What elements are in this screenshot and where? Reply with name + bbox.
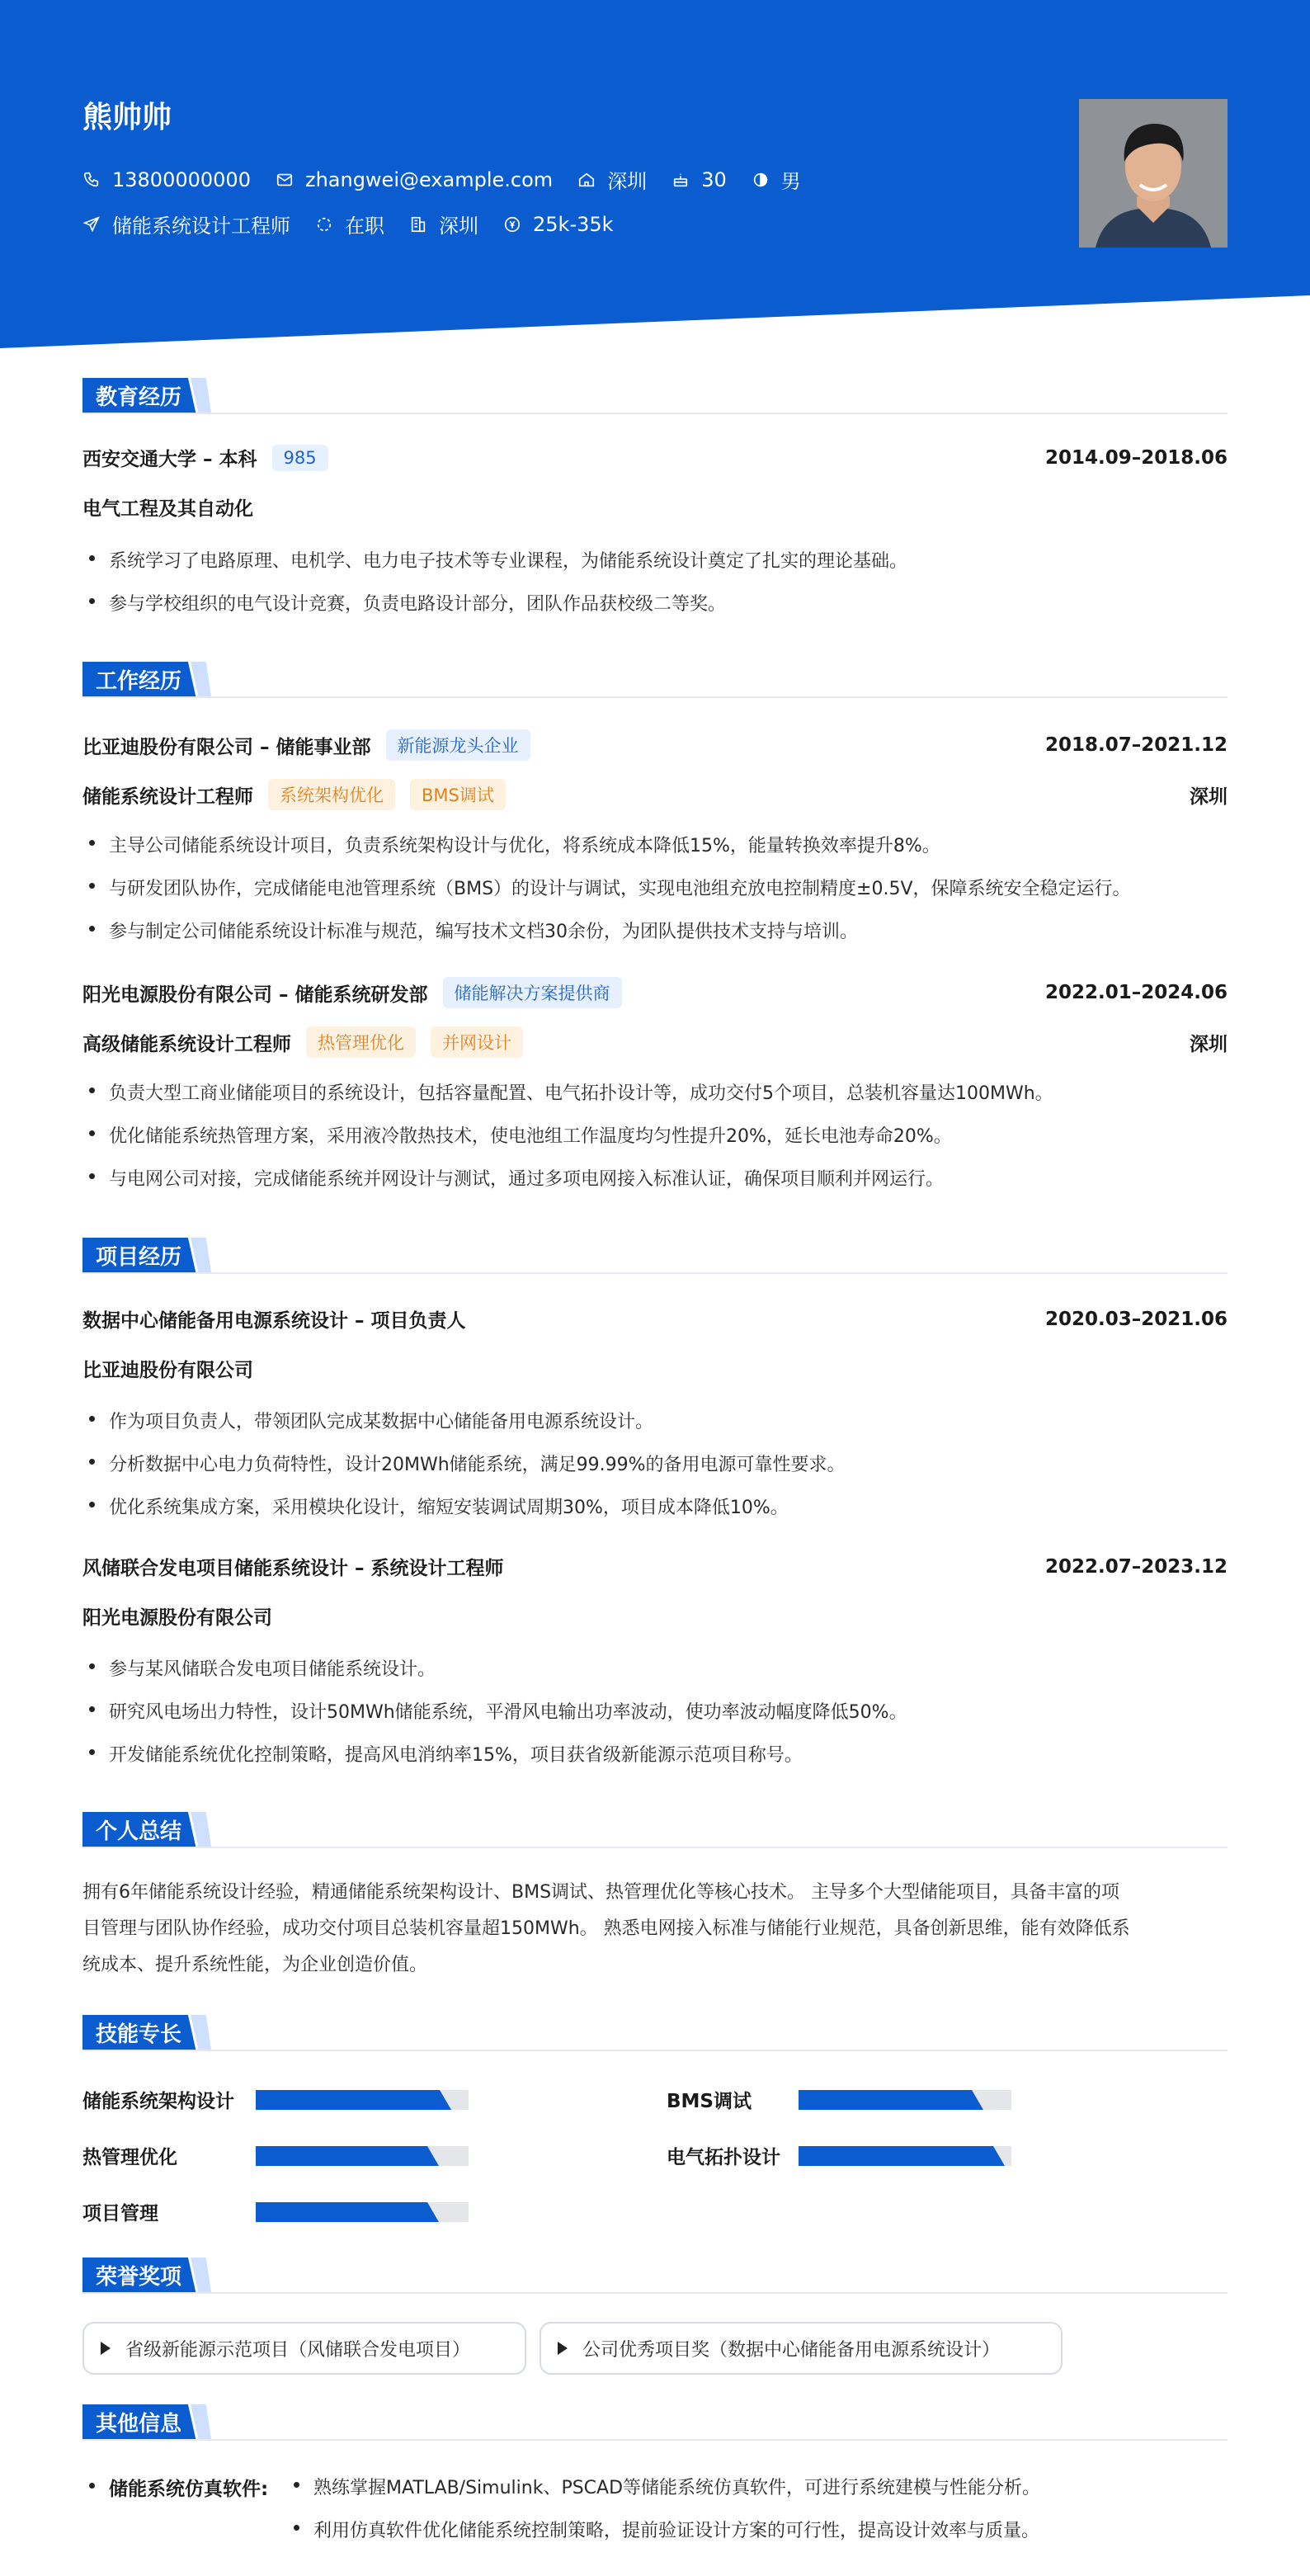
honor-item — [540, 2322, 1063, 2375]
job-intent-row — [82, 210, 639, 238]
other-section-header — [82, 2404, 1228, 2441]
company-tag-badge: 新能源龙头企业 — [386, 729, 530, 761]
skill-name: 储能系统架构设计 — [82, 2091, 234, 2112]
gender-text: 男 — [780, 170, 801, 193]
section-title: 荣誉奖项 — [96, 2264, 182, 2290]
email-item — [276, 168, 553, 191]
skill-item — [82, 2198, 577, 2225]
other-value: 利用仿真软件优化储能系统控制策略，提前验证设计方案的可行性，提高设计效率与质量。 — [287, 2517, 1039, 2542]
triangle-bullet-icon — [558, 2342, 568, 2355]
contact-row — [82, 165, 826, 194]
projects-section-header — [82, 1238, 1228, 1274]
skill-name: 项目管理 — [82, 2203, 158, 2225]
gender-item — [752, 165, 801, 194]
company-dept: 阳光电源股份有限公司 – 储能系统研发部 — [82, 984, 428, 1006]
project-company: 阳光电源股份有限公司 — [82, 1607, 272, 1629]
school-degree: 西安交通大学 – 本科 — [82, 449, 257, 470]
section-tab — [82, 378, 211, 413]
job-role: 储能系统设计工程师 — [82, 786, 253, 808]
list-item: 系统学习了电路原理、电机学、电力电子技术等专业课程，为储能系统设计奠定了扎实的理论基础。 — [82, 547, 1228, 573]
section-tab — [82, 2015, 211, 2050]
skill-level-bar — [799, 2090, 1011, 2110]
skill-level-bar — [799, 2146, 1011, 2166]
summary-section-header — [82, 1812, 1228, 1848]
school-tag-badge: 985 — [272, 445, 328, 471]
project-title-row — [82, 1553, 1228, 1580]
skill-tag-badge: 并网设计 — [431, 1026, 523, 1058]
triangle-bullet-icon — [101, 2342, 111, 2355]
work-period: 2022.01–2024.06 — [1044, 982, 1228, 1003]
list-item: 优化储能系统热管理方案，采用液冷散热技术，使电池组工作温度均匀性提升20%，延长电池寿命20%。 — [82, 1122, 1228, 1148]
skill-tag-badge: 热管理优化 — [306, 1026, 416, 1058]
skill-item — [82, 2086, 577, 2113]
phone-item — [82, 168, 251, 191]
send-icon — [82, 215, 101, 234]
skill-name: 电气拓扑设计 — [667, 2147, 780, 2168]
phone-text: 13800000000 — [112, 167, 251, 191]
home-city-text: 深圳 — [607, 170, 648, 193]
section-tab — [82, 662, 211, 696]
salary-item — [503, 213, 614, 236]
skill-level-fill-shape — [799, 2146, 1005, 2166]
work-role-row — [82, 1026, 1228, 1058]
skill-level-fill-shape — [256, 2202, 439, 2222]
project-period: 2022.07–2023.12 — [1044, 1555, 1228, 1578]
building-icon — [409, 215, 427, 234]
section-title: 技能专长 — [96, 2022, 182, 2047]
skill-name: BMS调试 — [667, 2091, 752, 2112]
work-role-row — [82, 779, 1228, 810]
work-location: 深圳 — [1190, 1033, 1228, 1055]
work-section-header — [82, 662, 1228, 698]
skill-level-fill — [256, 2146, 439, 2166]
home-city-item — [577, 165, 647, 194]
age-text: 30 — [701, 167, 727, 191]
section-title: 教育经历 — [96, 385, 182, 410]
company-tag-badge: 储能解决方案提供商 — [443, 977, 622, 1008]
section-tab — [82, 1238, 211, 1272]
section-divider — [82, 1847, 1228, 1848]
skill-level-fill — [799, 2090, 983, 2110]
list-item: 负责大型工商业储能项目的系统设计，包括容量配置、电气拓扑设计等，成功交付5个项目，总装机容量达100MWh。 — [82, 1079, 1228, 1105]
cake-icon — [671, 171, 690, 189]
list-item: 与电网公司对接，完成储能系统并网设计与测试，通过多项电网接入标准认证，确保项目顺利并网运行。 — [82, 1165, 1228, 1191]
skill-level-bar — [256, 2090, 469, 2110]
list-item: 作为项目负责人，带领团队完成某数据中心储能备用电源系统设计。 — [82, 1408, 1228, 1433]
summary-line: 统成本、提升系统性能，为企业创造价值。 — [82, 1955, 428, 1975]
skill-tag-badge: BMS调试 — [410, 779, 506, 810]
skill-tag-badge: 系统架构优化 — [268, 779, 395, 810]
section-tab — [82, 2404, 211, 2439]
summary-line: 目管理与团队协作经验，成功交付项目总装机容量超150MWh。 熟悉电网接入标准与储能行业规范，具备创新思维，能有效降低系 — [82, 1918, 1130, 1939]
summary-line: 拥有6年储能系统设计经验，精通储能系统架构设计、BMS调试、热管理优化等核心技术。 主导多个大型储能项目，具备丰富的项 — [82, 1882, 1120, 1903]
work-location: 深圳 — [1190, 786, 1228, 808]
section-divider — [82, 2292, 1228, 2294]
skill-level-fill-shape — [799, 2090, 983, 2110]
status-text: 在职 — [345, 215, 384, 238]
list-item: 优化系统集成方案，采用模块化设计，缩短安装调试周期30%，项目成本降低10%。 — [82, 1493, 1228, 1519]
status-icon — [315, 215, 333, 234]
section-tab — [82, 1812, 211, 1847]
avatar-photo-icon — [1079, 99, 1228, 248]
status-item — [315, 210, 384, 238]
summary-text — [82, 1875, 1228, 1984]
skill-level-fill-shape — [256, 2090, 451, 2110]
skill-item — [667, 2086, 1162, 2113]
list-item: 与研发团队协作，完成储能电池管理系统（BMS）的设计与调试，实现电池组充放电控制精度±0.5V，保障系统安全稳定运行。 — [82, 875, 1228, 900]
job-target-item — [82, 210, 290, 238]
honors-section-header — [82, 2258, 1228, 2294]
list-item: 参与学校组织的电气设计竞赛，负责电路设计部分，团队作品获校级二等奖。 — [82, 590, 1228, 616]
skill-level-fill — [256, 2202, 439, 2222]
salary-text: 25k-35k — [533, 212, 614, 236]
section-tab — [82, 2258, 211, 2292]
list-item: 分析数据中心电力负荷特性，设计20MWh储能系统，满足99.99%的备用电源可靠性要求。 — [82, 1451, 1228, 1476]
skill-level-fill — [256, 2090, 451, 2110]
project-period: 2020.03–2021.06 — [1044, 1308, 1228, 1330]
skill-level-bar — [256, 2202, 469, 2222]
work-company-row — [82, 729, 1228, 761]
project-title-row — [82, 1305, 1228, 1333]
education-row — [82, 444, 1228, 471]
phone-icon — [82, 171, 101, 189]
other-value: 熟练掌握MATLAB/Simulink、PSCAD等储能系统仿真软件，可进行系统建模与性能分析。 — [287, 2474, 1040, 2499]
project-company-row — [82, 1602, 1228, 1630]
list-item: 参与制定公司储能系统设计标准与规范，编写技术文档30余份，为团队提供技术支持与培训。 — [82, 918, 1228, 943]
project-company: 比亚迪股份有限公司 — [82, 1360, 253, 1381]
job-target-text: 储能系统设计工程师 — [112, 215, 290, 238]
honor-item — [82, 2322, 526, 2375]
honor-text: 省级新能源示范项目（风储联合发电项目） — [125, 2339, 471, 2361]
work-company-row — [82, 977, 1228, 1008]
section-divider — [82, 696, 1228, 698]
skill-level-bar — [256, 2146, 469, 2166]
list-item: 参与某风储联合发电项目储能系统设计。 — [82, 1655, 1228, 1681]
section-title: 其他信息 — [96, 2411, 182, 2437]
list-item: 主导公司储能系统设计项目，负责系统架构设计与优化，将系统成本降低15%，能量转换效率提升8%。 — [82, 832, 1228, 857]
gender-icon — [752, 171, 770, 189]
target-city-text: 深圳 — [439, 215, 478, 238]
honor-text: 公司优秀项目奖（数据中心储能备用电源系统设计） — [582, 2339, 1001, 2361]
section-divider — [82, 413, 1228, 414]
skill-level-fill-shape — [256, 2146, 439, 2166]
section-title: 个人总结 — [96, 1819, 182, 1844]
education-section-header — [82, 378, 1228, 414]
section-divider — [82, 2050, 1228, 2051]
other-key: 储能系统仿真软件: — [82, 2474, 268, 2501]
major-row — [82, 493, 1228, 521]
age-item — [671, 168, 727, 191]
skill-item — [667, 2142, 1162, 2169]
list-item: 开发储能系统优化控制策略，提高风电消纳率15%，项目获省级新能源示范项目称号。 — [82, 1741, 1228, 1767]
mail-icon — [276, 171, 294, 189]
project-company-row — [82, 1355, 1228, 1382]
home-icon — [577, 171, 596, 189]
list-item: 研究风电场出力特性，设计50MWh储能系统，平滑风电输出功率波动，使功率波动幅度降低50%。 — [82, 1698, 1228, 1724]
email-text: zhangwei@example.com — [304, 167, 554, 191]
job-role: 高级储能系统设计工程师 — [82, 1033, 291, 1055]
avatar — [1079, 99, 1228, 248]
salary-icon — [503, 215, 521, 234]
education-period: 2014.09–2018.06 — [1044, 446, 1228, 469]
section-divider — [82, 2439, 1228, 2441]
major: 电气工程及其自动化 — [82, 498, 253, 520]
section-title: 工作经历 — [96, 668, 182, 694]
section-title: 项目经历 — [96, 1244, 182, 1270]
skill-level-fill — [799, 2146, 1005, 2166]
skills-section-header — [82, 2015, 1228, 2051]
work-period: 2018.07–2021.12 — [1044, 734, 1228, 756]
candidate-name: 熊帅帅 — [82, 101, 172, 134]
skill-name: 热管理优化 — [82, 2147, 177, 2168]
section-divider — [82, 1272, 1228, 1274]
project-title: 数据中心储能备用电源系统设计 – 项目负责人 — [82, 1310, 466, 1332]
company-dept: 比亚迪股份有限公司 – 储能事业部 — [82, 736, 371, 758]
project-title: 风储联合发电项目储能系统设计 – 系统设计工程师 — [82, 1558, 504, 1579]
target-city-item — [409, 210, 478, 238]
skill-item — [82, 2142, 577, 2169]
